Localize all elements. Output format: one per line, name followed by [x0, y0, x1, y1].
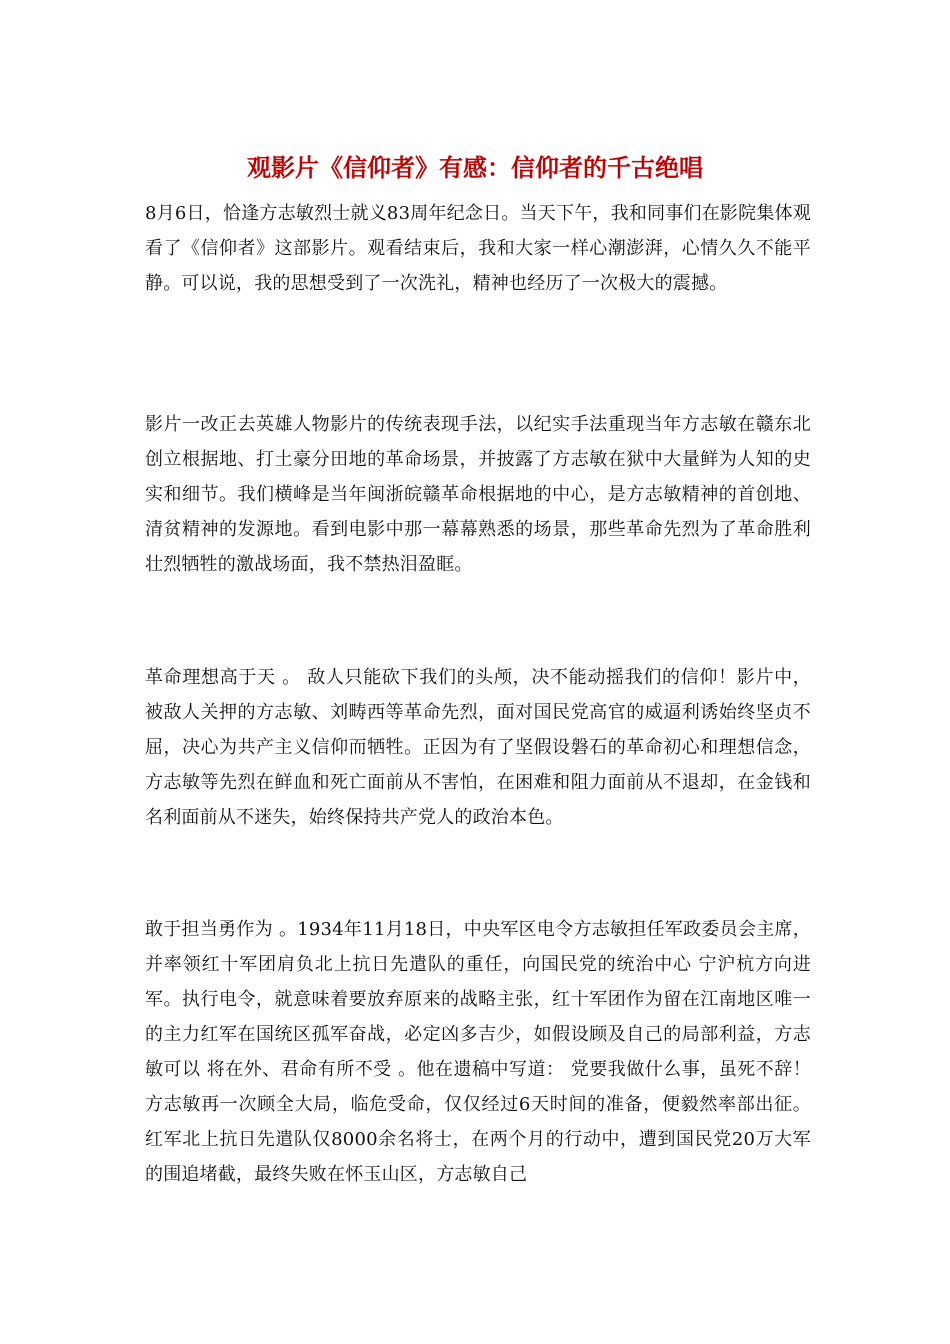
paragraph-4: 敢于担当勇作为 。1934年11月18日，中央军区电令方志敏担任军政委员会主席，并率领红十军团肩负北上抗日先遣队的重任，向国民党的统治中心 宁沪杭方向进军。执行电令，就意味着要放弃原来的战略主张，红十军团作为留在江南地区唯一的主力红军在国统区孤军奋战，必定凶多吉少，如假设顾及自己的局部利益，方志敏可以 将在外、君命有所不受 。他在遗稿中写道： 党要我做什么事，虽死不辞！方志敏再一次顾全大局，临危受命，仅仅经过6天时间的准备，便毅然率部出征。红军北上抗日先遣队仅8000余名将士，在两个月的行动中，遭到国民党20万大军的围追堵截，最终失败在怀玉山区，方志敏自己: [145, 919, 811, 1185]
paragraph-1: 8月6日，恰逢方志敏烈士就义83周年纪念日。当天下午，我和同事们在影院集体观看了《信仰者》这部影片。观看结束后，我和大家一样心潮澎湃，心情久久不能平静。可以说，我的思想受到了一次洗礼，精神也经历了一次极大的震撼。: [145, 203, 811, 294]
paragraph-3: 革命理想高于天 。 敌人只能砍下我们的头颅，决不能动摇我们的信仰！影片中，被敌人关押的方志敏、刘畴西等革命先烈，面对国民党高官的威逼利诱始终坚贞不屈，决心为共产主义信仰而牺牲。正因为有了坚假设磐石的革命初心和理想信念，方志敏等先烈在鲜血和死亡面前从不害怕，在困难和阻力面前从不退却，在金钱和名利面前从不迷失，始终保持共产党人的政治本色。: [145, 667, 811, 828]
paragraph-2: 影片一改正去英雄人物影片的传统表现手法，以纪实手法重现当年方志敏在赣东北创立根据地、打土豪分田地的革命场景，并披露了方志敏在狱中大量鲜为人知的史实和细节。我们横峰是当年闽浙皖赣革命根据地的中心，是方志敏精神的首创地、清贫精神的发源地。看到电影中那一幕幕熟悉的场景，那些革命先烈为了革命胜利壮烈牺牲的激战场面，我不禁热泪盈眶。: [145, 414, 811, 575]
document-title: 观影片《信仰者》有感：信仰者的千古绝唱: [247, 154, 703, 182]
